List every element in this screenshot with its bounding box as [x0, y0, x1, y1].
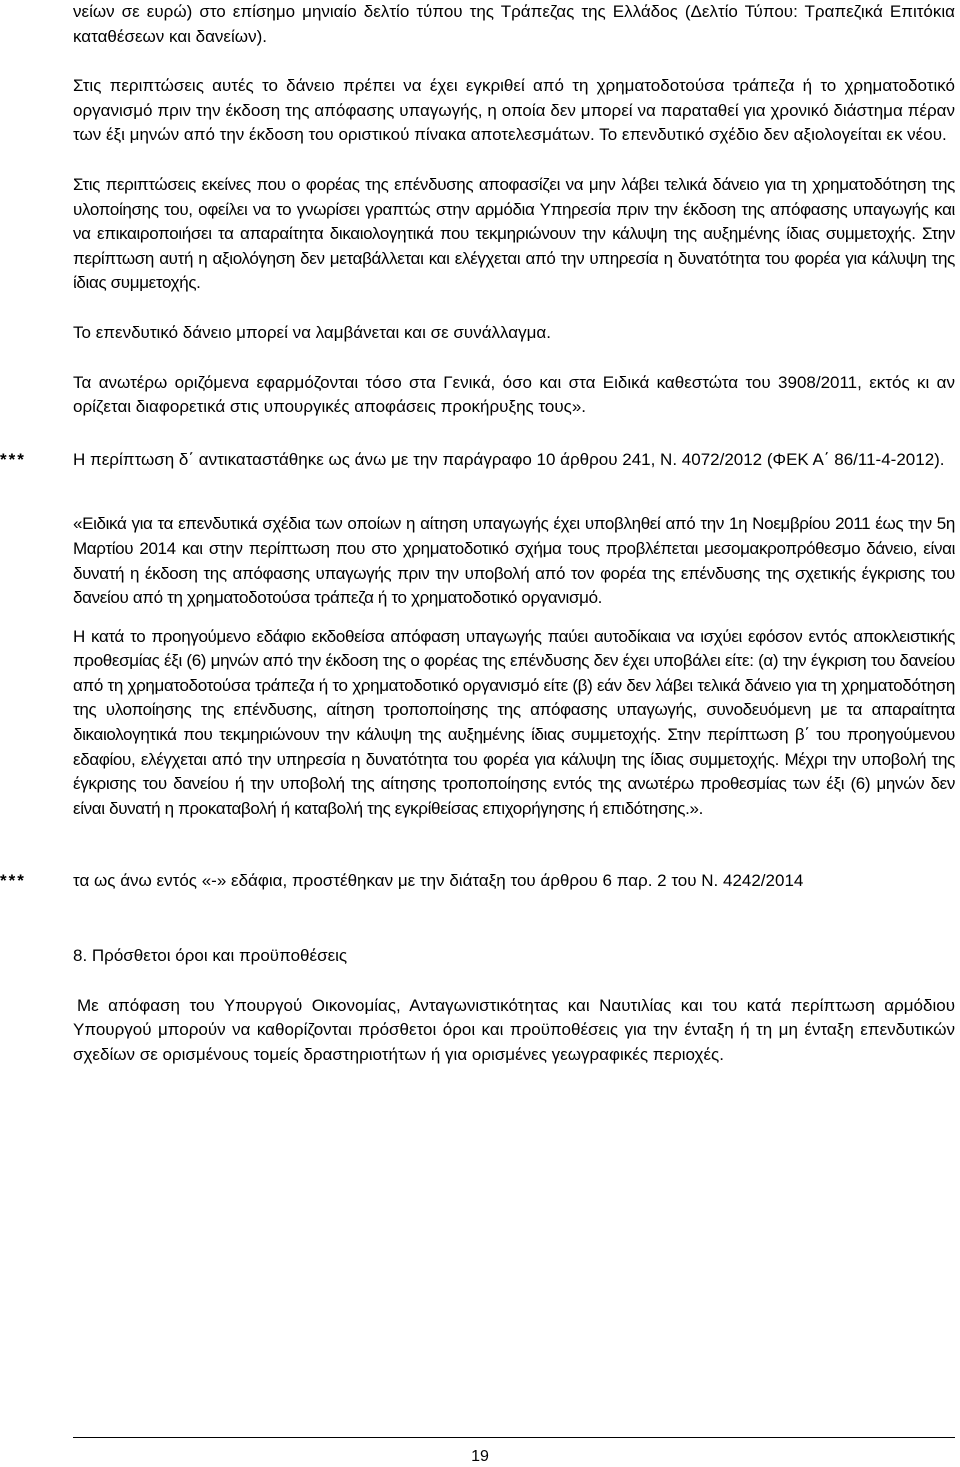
paragraph-continuation: νείων σε ευρώ) στο επίσημο μηνιαίο δελτίο τύπου της Τράπεζας της Ελλάδος (Δελτίο Τύπου: Τραπεζικά Επιτόκια καταθέσεων και δανείων). — [73, 2, 955, 46]
paragraph-special-investment-plans: «Ειδικά για τα επενδυτικά σχέδια των οποίων η αίτηση υπαγωγής έχει υποβληθεί από την 1η Νοεμβρίου 2011 έως την 5η Μαρτίου 2014 και στην περίπτωση που στο χρηματοδοτικό σχήμα τους προβλέπεται μεσομακροπρόθεσμο δάνειο, είναι δυνατή η έκδοση της απόφασης υπαγωγής πριν την υποβολή από τον φορέα της επένδυσης της σχετικής έγκρισης του δανείου από τη χρηματοδοτούσα τράπεζα ή το χρηματοδοτικό οργανισμό. — [73, 514, 955, 608]
paragraph-approval-lapse: Η κατά το προηγούμενο εδάφιο εκδοθείσα απόφαση υπαγωγής παύει αυτοδίκαια να ισχύει εφόσον εντός αποκλειστικής προθεσμίας έξι (6) μηνών από την έκδοση της ο φορέας της επένδυσης δεν έχει υποβάλει είτε: (α) την έγκριση του δανείου από τη χρηματοδοτούσα τράπεζα ή το χρηματοδοτικό οργανισμό είτε (β) εάν δεν λάβει τελικά δάνειο για τη χρηματοδότηση της υλοποίησης της επένδυσης, αίτηση τροποποίησης της απόφασης υπαγωγής, συνοδευόμενη με τα απαραίτητα δικαιολογητικά που τεκμηριώνουν την κάλυψη της αυξημένης ίδιας συμμετοχής. Στην περίπτωση β΄ του προηγούμενου εδαφίου, ελέγχεται από την υπηρεσία η δυνατότητα του φορέα για κάλυψη της ίδιας συμμετοχής. Μέχρι την υποβολή της έγκρισης του δανείου ή την υποβολή της αίτησης τροποποίησης εντός της ανωτέρω προθεσμίας των έξι (6) μηνών δεν είναι δυνατή η προκαταβολή ή καταβολή της εγκρίθείσας επιχορήγησης ή επιδότησης.». — [73, 626, 955, 818]
section-heading-8: 8. Πρόσθετοι όροι και προϋποθέσεις — [73, 946, 348, 966]
amendment-note-1 — [0, 448, 955, 473]
paragraph-no-loan-case: Στις περιπτώσεις εκείνες που ο φορέας της επένδυσης αποφασίζει να μην λάβει τελικά δάνειο για τη χρηματοδότηση της υλοποίησης του, οφείλει να το γνωρίσει γραπτώς στην αρμόδια Υπηρεσία πριν την έκδοση της απόφασης υπαγωγής και να επικαιροποιήσει τα απαραίτητα δικαιολογητικά που τεκμηριώνουν την κάλυψη της αυξημένης ίδιας συμμετοχής. Στην περίπτωση αυτή η αξιολόγηση δεν μεταβάλλεται και ελέγχεται από την υπηρεσία η δυνατότητα του φορέα για κάλυψη της ίδιας συμμετοχής. — [73, 174, 955, 293]
paragraph-applicability: Τα ανωτέρω οριζόμενα εφαρμόζονται τόσο στα Γενικά, όσο και στα Ειδικά καθεστώτα του 3908/2011, εκτός κι αν ορίζεται διαφορετικά στις υπουργικές αποφάσεις προκήρυξης τους». — [73, 372, 955, 417]
amendment-note-2 — [0, 869, 955, 894]
note-marker: *** — [0, 871, 26, 891]
paragraph-loan-approval: Στις περιπτώσεις αυτές το δάνειο πρέπει να έχει εγκριθεί από τη χρηματοδοτούσα τράπεζα ή το χρηματοδοτικό οργανισμό πριν την έκδοση της απόφασης υπαγωγής, η οποία δεν μπορεί να παραταθεί για χρονικό διάστημα πέραν των έξι μηνών από την έκδοση του οριστικού πίνακα αποτελεσμάτων. Το επενδυτικό σχέδιο δεν αξιολογείται εκ νέου. — [73, 76, 955, 145]
note-text: Η περίπτωση δ΄ αντικαταστάθηκε ως άνω με την παράγραφο 10 άρθρου 241, Ν. 4072/2012 (ΦΕΚ Α΄ 86/11-4-2012). — [73, 449, 945, 469]
footer-divider — [73, 1437, 955, 1438]
note-text: τα ως άνω εντός «-» εδάφια, προστέθηκαν με την διάταξη του άρθρου 6 παρ. 2 του Ν. 4242/2014 — [73, 871, 804, 891]
paragraph-foreign-currency: Το επενδυτικό δάνειο μπορεί να λαμβάνεται και σε συνάλλαγμα. — [73, 322, 551, 342]
note-marker: *** — [0, 449, 26, 469]
page-number: 19 — [471, 1448, 489, 1465]
paragraph-additional-terms: Με απόφαση του Υπουργού Οικονομίας, Ανταγωνιστικότητας και Ναυτιλίας και του κατά περίπτωση αρμόδιου Υπουργού μπορούν να καθορίζονται πρόσθετοι όροι και προϋποθέσεις για την ένταξη ή τη μη ένταξη επενδυτικών σχεδίων σε ορισμένους τομείς δραστηριοτήτων ή για ορισμένες γεωγραφικές περιοχές. — [73, 995, 955, 1064]
